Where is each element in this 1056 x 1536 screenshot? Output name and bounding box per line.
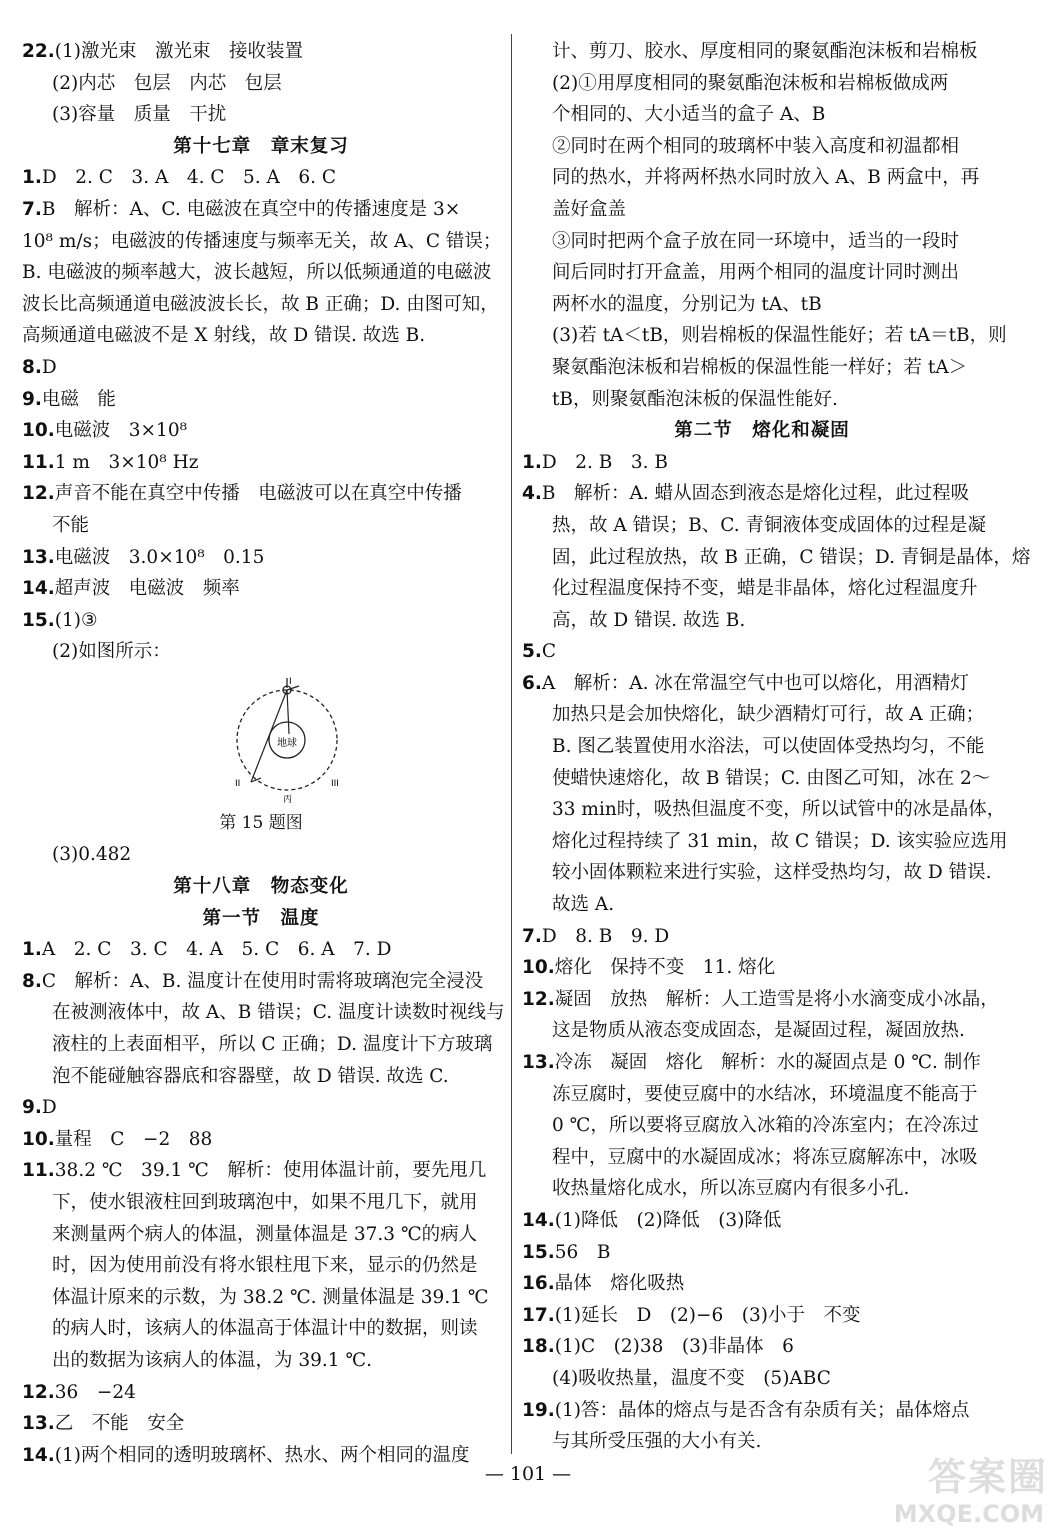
answer-line bbox=[522, 257, 1002, 289]
answer-line bbox=[22, 510, 500, 542]
answer-text: ③同时把两个盒子放在同一环境中，适当的一段时 bbox=[552, 230, 960, 252]
answer-line bbox=[522, 1047, 1002, 1079]
answer-text: (2)内芯 包层 内芯 包层 bbox=[52, 72, 282, 94]
answer-line bbox=[22, 1155, 500, 1187]
question-number: 4. bbox=[522, 483, 542, 505]
answer-line bbox=[522, 510, 1002, 542]
question-number: 7. bbox=[22, 198, 42, 220]
answer-text: 故选 A. bbox=[552, 894, 615, 916]
figure-label-3: III bbox=[331, 778, 339, 789]
question-number: 9. bbox=[22, 1097, 42, 1119]
section-heading: 第十七章 章末复习 bbox=[173, 135, 349, 157]
answer-text: 计、剪刀、胶水、厚度相同的聚氨酯泡沫板和岩棉板 bbox=[552, 41, 978, 62]
answer-line bbox=[22, 226, 500, 258]
answer-line bbox=[22, 99, 500, 131]
section-heading: 第十八章 物态变化 bbox=[173, 876, 349, 898]
figure-label-center: 地球 bbox=[277, 737, 297, 749]
answer-line bbox=[522, 826, 1008, 858]
answer-line bbox=[22, 384, 500, 416]
answer-line bbox=[22, 1345, 500, 1377]
answer-text: 熔化 保持不变 11. 熔化 bbox=[554, 957, 776, 979]
question-number: 5. bbox=[522, 641, 542, 663]
answer-text: 的病人时，该病人的体温高于体温计中的数据，则读 bbox=[52, 1318, 478, 1340]
answer-text: B 解析：A. 蜡从固态到液态是熔化过程，此过程吸 bbox=[541, 483, 970, 505]
answer-line bbox=[522, 194, 1002, 226]
figure-label-1: I bbox=[289, 676, 292, 687]
question-number: 10. bbox=[22, 420, 55, 442]
answer-line bbox=[522, 1268, 1002, 1300]
question-number: 11. bbox=[22, 1160, 55, 1182]
question-number: 14. bbox=[22, 578, 55, 600]
answer-line bbox=[522, 1363, 1002, 1395]
answer-text: (1)激光束 激光束 接收装置 bbox=[54, 41, 303, 62]
question-number: 17. bbox=[522, 1304, 555, 1326]
answer-line bbox=[522, 1079, 1002, 1111]
question-number: 11. bbox=[22, 451, 55, 473]
question-number: 12. bbox=[22, 1381, 55, 1403]
answer-line bbox=[22, 1250, 500, 1282]
answer-text: (3)0.482 bbox=[52, 844, 132, 866]
answer-text: 加热只是会加快熔化，缺少酒精灯可行，故 A 正确； bbox=[552, 704, 985, 726]
question-number: 12. bbox=[522, 988, 555, 1010]
answer-text: 33 min时，吸热但温度不变，所以试管中的冰是晶体， bbox=[552, 799, 1006, 821]
answer-line bbox=[522, 99, 1002, 131]
answer-line bbox=[522, 447, 1002, 479]
answer-line bbox=[522, 352, 1002, 384]
answer-text: 下，使水银液柱回到玻璃泡中，如果不甩几下，就用 bbox=[52, 1192, 478, 1213]
answer-text: 38.2 ℃ 39.1 ℃ 解析：使用体温计前，要先甩几 bbox=[54, 1160, 487, 1182]
answer-text: D bbox=[41, 1097, 57, 1119]
answer-line bbox=[522, 1237, 1002, 1269]
answer-text: (2)如图所示： bbox=[52, 641, 171, 663]
left-column bbox=[22, 36, 505, 1471]
answer-line bbox=[522, 952, 1002, 984]
question-number: 1. bbox=[22, 939, 42, 961]
answer-text: D bbox=[41, 356, 57, 378]
answer-line bbox=[522, 131, 1002, 163]
right-column bbox=[522, 36, 1031, 1458]
answer-text: 聚氨酯泡沫板和岩棉板的保温性能一样好；若 tA＞ bbox=[552, 356, 968, 378]
answer-line bbox=[22, 68, 500, 100]
answer-text: D 2. B 3. B bbox=[541, 451, 668, 473]
answer-text: (4)吸收热量，温度不变 (5)ABC bbox=[552, 1367, 831, 1389]
answer-line bbox=[522, 1110, 1002, 1142]
section-heading: 第一节 温度 bbox=[202, 907, 320, 929]
question-number: 6. bbox=[522, 672, 542, 694]
answer-text: 超声波 电磁波 频率 bbox=[54, 578, 240, 600]
answer-text: 电磁波 3×10⁸ bbox=[54, 420, 188, 442]
answer-line bbox=[522, 1015, 1002, 1047]
answer-line bbox=[22, 289, 500, 321]
question-number: 18. bbox=[522, 1336, 555, 1358]
answer-line bbox=[522, 478, 1002, 510]
question-number: 13. bbox=[22, 1413, 55, 1435]
answer-text: 化过程温度保持不变，蜡是非晶体，熔化过程温度升 bbox=[552, 578, 978, 600]
answer-line bbox=[522, 731, 1002, 763]
answer-text: 凝固 放热 解析：人工造雪是将小水滴变成小冰晶， bbox=[554, 988, 999, 1010]
answer-text: 10⁸ m/s；电磁波的传播速度与频率无关，故 A、C 错误； bbox=[22, 230, 502, 252]
answer-text: 在被测液体中，故 A、B 错误；C. 温度计读数时视线与 bbox=[52, 1002, 505, 1024]
watermark-bottom: MXQE.COM bbox=[893, 1500, 1044, 1528]
answer-line bbox=[522, 68, 1002, 100]
answer-text: (1)降低 (2)降低 (3)降低 bbox=[554, 1209, 782, 1231]
answer-line bbox=[522, 384, 1002, 416]
answer-text: ②同时在两个相同的玻璃杯中装入高度和初温都相 bbox=[552, 135, 960, 157]
answer-text: 电磁波 3.0×10⁸ 0.15 bbox=[54, 546, 265, 568]
question-number: 9. bbox=[22, 388, 42, 410]
answer-text: C 解析：A、B. 温度计在使用时需将玻璃泡完全浸没 bbox=[41, 970, 484, 992]
answer-text: 时，因为使用前没有将水银柱甩下来，显示的仍然是 bbox=[52, 1255, 478, 1277]
answer-line bbox=[22, 1377, 500, 1409]
answer-text: 两杯水的温度，分别记为 tA、tB bbox=[552, 293, 822, 315]
answer-text: 乙 不能 安全 bbox=[54, 1413, 185, 1435]
answer-line bbox=[522, 1331, 1002, 1363]
answer-line bbox=[22, 1282, 500, 1314]
answer-text: 声音不能在真空中传播 电磁波可以在真空中传播 bbox=[54, 483, 462, 505]
answer-line bbox=[522, 763, 1002, 795]
answer-text: 冷冻 凝固 熔化 解析：水的凝固点是 0 ℃. 制作 bbox=[554, 1052, 981, 1073]
answer-text: (1)延长 D (2)−6 (3)小于 不变 bbox=[554, 1304, 861, 1326]
answer-text: 固，此过程放热，故 B 正确，C 错误；D. 青铜是晶体，熔 bbox=[552, 546, 1031, 568]
answer-line bbox=[522, 1205, 1002, 1237]
answer-text: (2)①用厚度相同的聚氨酯泡沫板和岩棉板做成两 bbox=[552, 72, 949, 94]
watermark-logo bbox=[893, 1446, 1048, 1528]
answer-text: 波长比高频通道电磁波波长长，故 B 正确；D. 由图可知， bbox=[22, 293, 499, 315]
answer-line bbox=[522, 289, 1002, 321]
answer-text: B 解析：A、C. 电磁波在真空中的传播速度是 3× bbox=[41, 198, 461, 220]
answer-line bbox=[22, 478, 500, 510]
answer-line bbox=[22, 1029, 500, 1061]
answer-text: 体温计原来的示数，为 38.2 ℃. 测量体温是 39.1 ℃ bbox=[52, 1286, 489, 1308]
question-number: 16. bbox=[522, 1273, 555, 1295]
answer-text: 36 −24 bbox=[54, 1381, 136, 1403]
answer-line bbox=[522, 889, 1002, 921]
answer-text: 个相同的、大小适当的盒子 A、B bbox=[552, 104, 826, 126]
answer-text: 0 ℃，所以要将豆腐放入冰箱的冷冻室内；在冷冻过 bbox=[552, 1115, 979, 1137]
answer-text: 56 B bbox=[554, 1241, 611, 1263]
question-number: 8. bbox=[22, 356, 42, 378]
answer-line bbox=[22, 1092, 500, 1124]
question-number: 7. bbox=[522, 925, 542, 947]
answer-text: (3)容量 质量 干扰 bbox=[52, 104, 227, 126]
answer-line bbox=[22, 573, 500, 605]
answer-line bbox=[22, 934, 500, 966]
answer-text: 高，故 D 错误. 故选 B. bbox=[552, 609, 746, 631]
answer-text: 收热量熔化成水，所以冻豆腐内有很多小孔. bbox=[552, 1178, 910, 1200]
answer-line bbox=[22, 1313, 500, 1345]
answer-line bbox=[522, 794, 1006, 826]
figure-label-4: 丙 bbox=[283, 794, 293, 805]
answer-line bbox=[522, 857, 1002, 889]
question-number: 14. bbox=[22, 1444, 55, 1466]
answer-text: D 8. B 9. D bbox=[541, 925, 670, 947]
question-number: 10. bbox=[522, 957, 555, 979]
answer-text: 液柱的上表面相平，所以 C 正确；D. 温度计下方玻璃 bbox=[52, 1034, 493, 1056]
question-number: 1. bbox=[22, 167, 42, 189]
answer-line bbox=[522, 573, 1002, 605]
answer-text: tB，则聚氨酯泡沫板的保温性能好. bbox=[552, 388, 838, 410]
answer-text: 间后同时打开盒盖，用两个相同的温度计同时测出 bbox=[552, 262, 960, 284]
answer-text: 同的热水，并将两杯热水同时放入 A、B 两盒中，再 bbox=[552, 167, 980, 189]
answer-line bbox=[522, 1395, 1002, 1427]
answer-line bbox=[22, 542, 500, 574]
answer-text: (1)两个相同的透明玻璃杯、热水、两个相同的温度 bbox=[54, 1444, 470, 1466]
question-number: 10. bbox=[22, 1128, 55, 1150]
answer-line bbox=[22, 966, 500, 998]
answer-line bbox=[522, 921, 1002, 953]
answer-text: 不能 bbox=[52, 514, 90, 536]
answer-text: A 解析：A. 冰在常温空气中也可以熔化，用酒精灯 bbox=[541, 672, 969, 694]
answer-line bbox=[22, 36, 500, 68]
answer-text: 热，故 A 错误；B、C. 青铜液体变成固体的过程是凝 bbox=[552, 514, 986, 536]
answer-text: 来测量两个病人的体温，测量体温是 37.3 ℃的病人 bbox=[52, 1223, 478, 1245]
question-number: 19. bbox=[522, 1399, 555, 1421]
answer-line bbox=[22, 1061, 500, 1093]
answer-text: 出的数据为该病人的体温，为 39.1 ℃. bbox=[52, 1349, 373, 1371]
answer-line bbox=[522, 36, 1002, 68]
answer-line bbox=[22, 1219, 500, 1251]
answer-text: B. 图乙装置使用水浴法，可以使固体受热均匀，不能 bbox=[552, 736, 985, 758]
answer-line bbox=[22, 1124, 500, 1156]
question-number: 15. bbox=[522, 1241, 555, 1263]
answer-line bbox=[522, 1142, 1002, 1174]
answer-line bbox=[522, 162, 1002, 194]
answer-line bbox=[522, 320, 1007, 352]
answer-line bbox=[22, 1187, 500, 1219]
answer-text: 量程 C −2 88 bbox=[54, 1128, 213, 1150]
answer-line bbox=[22, 194, 500, 226]
question-number: 1. bbox=[522, 451, 542, 473]
answer-line bbox=[522, 605, 1002, 637]
answer-text: B. 电磁波的频率越大，波长越短，所以低频通道的电磁波 bbox=[22, 262, 492, 284]
answer-line bbox=[522, 542, 1031, 574]
column-divider bbox=[511, 34, 512, 1454]
answer-text: A 2. C 3. C 4. A 5. C 6. A 7. D bbox=[41, 939, 392, 961]
answer-text: 这是物质从液态变成固态，是凝固过程，凝固放热. bbox=[552, 1020, 965, 1042]
answer-line bbox=[22, 352, 500, 384]
answer-line bbox=[22, 162, 500, 194]
section-heading: 第二节 熔化和凝固 bbox=[674, 420, 850, 442]
answer-text: 泡不能碰触容器底和容器壁，故 D 错误. 故选 C. bbox=[52, 1065, 449, 1087]
answer-line bbox=[22, 839, 500, 871]
answer-line bbox=[22, 997, 505, 1029]
answer-line bbox=[522, 699, 1002, 731]
question-number: 8. bbox=[22, 970, 42, 992]
answer-line bbox=[22, 636, 500, 668]
question-number: 22. bbox=[22, 41, 55, 62]
answer-line bbox=[22, 605, 500, 637]
answer-text: 盖好盒盖 bbox=[552, 198, 627, 220]
question-number: 12. bbox=[22, 483, 55, 505]
answer-text: (3)若 tA＜tB，则岩棉板的保温性能好；若 tA＝tB，则 bbox=[552, 325, 1007, 347]
watermark-top: 答案圈 bbox=[927, 1455, 1048, 1499]
answer-line bbox=[522, 668, 1002, 700]
figure-label-2: II bbox=[235, 778, 241, 789]
answer-text: D 2. C 3. A 4. C 5. A 6. C bbox=[41, 167, 337, 189]
answer-text: 使蜡快速熔化，故 B 错误；C. 由图乙可知，冰在 2～ bbox=[552, 767, 991, 789]
answer-text: 与其所受压强的大小有关. bbox=[552, 1431, 762, 1453]
answer-text: (1)答：晶体的熔点与是否含有杂质有关；晶体熔点 bbox=[554, 1399, 970, 1421]
answer-text: 电磁 能 bbox=[41, 388, 116, 410]
answer-text: 晶体 熔化吸热 bbox=[554, 1273, 685, 1295]
figure-caption: 第 15 题图 bbox=[219, 812, 303, 833]
answer-text: (1)C (2)38 (3)非晶体 6 bbox=[554, 1336, 794, 1358]
answer-text: 熔化过程持续了 31 min，故 C 错误；D. 该实验应选用 bbox=[552, 830, 1008, 852]
question-number: 15. bbox=[22, 609, 55, 631]
figure-15 bbox=[22, 668, 500, 808]
answer-line bbox=[522, 1173, 1002, 1205]
answer-text: 程中，豆腐中的水凝固成冰；将冻豆腐解冻中，冰吸 bbox=[552, 1146, 978, 1168]
answer-text: 较小固体颗粒来进行实验，这样受热均匀，故 D 错误. bbox=[552, 862, 992, 884]
answer-line bbox=[522, 984, 1002, 1016]
answer-text: 1 m 3×10⁸ Hz bbox=[54, 451, 199, 473]
answer-text: C bbox=[541, 641, 557, 663]
answer-text: 冻豆腐时，要使豆腐中的水结冰，环境温度不能高于 bbox=[552, 1083, 978, 1105]
answer-line bbox=[22, 257, 500, 289]
answer-line bbox=[22, 447, 500, 479]
answer-line bbox=[22, 415, 500, 447]
question-number: 13. bbox=[522, 1052, 555, 1073]
answer-line bbox=[522, 636, 1002, 668]
answer-line bbox=[522, 1300, 1002, 1332]
answer-line bbox=[22, 320, 500, 352]
answer-text: 高频通道电磁波不是 X 射线，故 D 错误. 故选 B. bbox=[22, 325, 426, 347]
answer-line bbox=[22, 1408, 500, 1440]
question-number: 14. bbox=[522, 1209, 555, 1231]
question-number: 13. bbox=[22, 546, 55, 568]
answer-line bbox=[522, 226, 1002, 258]
orbit-diagram bbox=[227, 674, 347, 806]
page-number: — 101 — bbox=[484, 1463, 572, 1485]
answer-text: (1)③ bbox=[54, 609, 98, 631]
